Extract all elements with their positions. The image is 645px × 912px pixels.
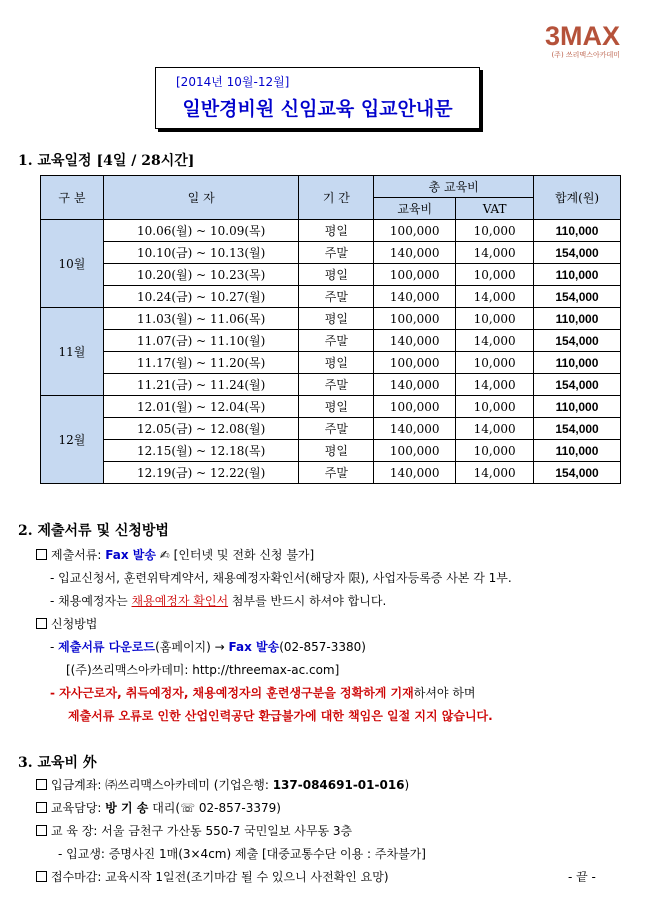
apply-line	[36, 616, 97, 632]
table-row	[41, 308, 621, 330]
checkbox-icon	[36, 802, 47, 813]
vat-cell: 14,000	[456, 330, 534, 352]
table-row	[41, 374, 621, 396]
logo-text: 3MAX	[544, 21, 620, 51]
hire-confirm-link[interactable]: 채용예정자 확인서	[131, 594, 229, 608]
fee-cell: 140,000	[374, 418, 456, 440]
section-2-heading: 2. 제출서류 및 신청방법	[18, 523, 169, 539]
title-period: [2014년 10월-12월]	[176, 75, 290, 89]
account-line	[36, 777, 409, 793]
table-row	[41, 396, 621, 418]
warning-tail: 하셔야 하며	[413, 686, 476, 700]
table-row	[41, 440, 621, 462]
deadline-line	[36, 869, 389, 885]
fee-cell: 100,000	[374, 308, 456, 330]
dates-cell: 11.17(월) ~ 11.20(목)	[103, 352, 299, 374]
checkbox-icon	[36, 779, 47, 790]
header-category: 구 분	[41, 176, 104, 220]
docs-line-2-end: 첨부를 반드시 하셔야 합니다.	[228, 594, 387, 608]
sum-cell: 110,000	[534, 264, 621, 286]
month-cell: 11월	[41, 308, 104, 396]
table-row	[41, 418, 621, 440]
term-cell: 평일	[299, 352, 374, 374]
sum-cell: 154,000	[534, 286, 621, 308]
month-cell: 10월	[41, 220, 104, 308]
vat-cell: 14,000	[456, 286, 534, 308]
vat-cell: 14,000	[456, 242, 534, 264]
vat-cell: 10,000	[456, 440, 534, 462]
header-total-fee: 총 교육비	[374, 176, 534, 198]
fax-number: (02-857-3380)	[279, 640, 366, 654]
sum-cell: 154,000	[534, 418, 621, 440]
fee-cell: 140,000	[374, 462, 456, 484]
term-cell: 주말	[299, 242, 374, 264]
checkbox-icon	[36, 871, 47, 882]
sum-cell: 154,000	[534, 374, 621, 396]
dates-cell: 11.07(금) ~ 11.10(월)	[103, 330, 299, 352]
sum-cell: 110,000	[534, 220, 621, 242]
sum-cell: 110,000	[534, 396, 621, 418]
table-row	[41, 330, 621, 352]
dash: -	[50, 640, 59, 654]
docs-label: 제출서류:	[51, 548, 106, 562]
dates-cell: 10.10(금) ~ 10.13(월)	[103, 242, 299, 264]
table-row	[41, 220, 621, 242]
apply-label: 신청방법	[51, 617, 98, 631]
table-row	[41, 462, 621, 484]
place-text: 교 육 장: 서울 금천구 가산동 550-7 국민일보 사무동 3층	[51, 824, 353, 838]
term-cell: 주말	[299, 330, 374, 352]
vat-cell: 10,000	[456, 352, 534, 374]
fax-send: Fax 발송	[228, 640, 280, 654]
term-cell: 평일	[299, 308, 374, 330]
sum-cell: 154,000	[534, 462, 621, 484]
dates-cell: 12.05(금) ~ 12.08(월)	[103, 418, 299, 440]
vat-cell: 10,000	[456, 396, 534, 418]
vat-cell: 14,000	[456, 418, 534, 440]
term-cell: 주말	[299, 462, 374, 484]
docs-download: 제출서류 다운로드	[58, 640, 156, 654]
section-1-heading: 1. 교육일정 [4일 / 28시간]	[18, 153, 195, 169]
contact-phone: 대리(☏ 02-857-3379)	[148, 801, 281, 815]
header-fee: 교육비	[374, 198, 456, 220]
dates-cell: 10.20(월) ~ 10.23(목)	[103, 264, 299, 286]
fee-cell: 100,000	[374, 440, 456, 462]
contact-name: 방 기 송	[105, 801, 149, 815]
dates-cell: 11.21(금) ~ 11.24(월)	[103, 374, 299, 396]
header-term: 기 간	[299, 176, 374, 220]
account-label: 입금계좌: ㈜쓰리맥스아카데미 (기업은행:	[51, 778, 273, 792]
dates-cell: 12.01(월) ~ 12.04(목)	[103, 396, 299, 418]
docs-fax: Fax 발송	[105, 548, 156, 562]
website-line[interactable]: [(주)쓰리맥스아카데미: http://threemax-ac.com]	[66, 663, 340, 677]
term-cell: 평일	[299, 264, 374, 286]
logo-subtext: (주) 쓰리맥스아카데미	[551, 51, 620, 59]
checkbox-icon	[36, 549, 47, 560]
dates-cell: 12.15(월) ~ 12.18(목)	[103, 440, 299, 462]
end-mark: - 끝 -	[568, 870, 596, 884]
vat-cell: 10,000	[456, 308, 534, 330]
account-end: )	[404, 778, 410, 792]
term-cell: 평일	[299, 220, 374, 242]
entrant-line: - 입교생: 증명사진 1매(3×4cm) 제출 [대중교통수단 이용 : 주차불가]	[58, 847, 426, 861]
docs-note: [인터넷 및 전화 신청 불가]	[169, 548, 315, 562]
sum-cell: 154,000	[534, 330, 621, 352]
fee-cell: 100,000	[374, 396, 456, 418]
apply-line-1	[50, 639, 366, 655]
warning-line-1	[50, 685, 476, 701]
pen-icon: ✍	[159, 548, 170, 562]
term-cell: 주말	[299, 374, 374, 396]
table-row	[41, 242, 621, 264]
fee-cell: 100,000	[374, 264, 456, 286]
fee-cell: 140,000	[374, 286, 456, 308]
term-cell: 평일	[299, 396, 374, 418]
vat-cell: 10,000	[456, 264, 534, 286]
warning-line-2: 제출서류 오류로 인한 산업인력공단 환급불가에 대한 책임은 일절 지지 않습니다.	[68, 709, 493, 723]
dates-cell: 11.03(월) ~ 11.06(목)	[103, 308, 299, 330]
page-title: 일반경비원 신임교육 입교안내문	[182, 98, 453, 120]
fee-cell: 140,000	[374, 242, 456, 264]
contact-line	[36, 800, 281, 816]
term-cell: 평일	[299, 440, 374, 462]
apply-homepage: (홈페이지) →	[155, 640, 229, 654]
dates-cell: 10.06(월) ~ 10.09(목)	[103, 220, 299, 242]
sum-cell: 110,000	[534, 308, 621, 330]
vat-cell: 14,000	[456, 374, 534, 396]
month-cell: 12월	[41, 396, 104, 484]
dates-cell: 12.19(금) ~ 12.22(월)	[103, 462, 299, 484]
contact-label: 교육담당:	[51, 801, 106, 815]
deadline-text: 접수마감: 교육시작 1일전(조기마감 될 수 있으니 사전확인 요망)	[51, 870, 389, 884]
section-3-heading: 3. 교육비 外	[18, 755, 97, 771]
header-sum: 합계(원)	[534, 176, 621, 220]
sum-cell: 154,000	[534, 242, 621, 264]
docs-line-2	[50, 593, 386, 609]
vat-cell: 14,000	[456, 462, 534, 484]
sum-cell: 110,000	[534, 352, 621, 374]
table-row	[41, 286, 621, 308]
fee-cell: 140,000	[374, 330, 456, 352]
docs-line	[36, 547, 314, 563]
header-dates: 일 자	[103, 176, 299, 220]
docs-line-1: - 입교신청서, 훈련위탁계약서, 채용예정자확인서(해당자 限), 사업자등록증 사본 각 1부.	[50, 571, 512, 585]
term-cell: 주말	[299, 286, 374, 308]
schedule-table	[40, 175, 621, 484]
table-row	[41, 352, 621, 374]
company-logo	[520, 22, 620, 59]
warning-bold: - 자사근로자, 취득예정자, 채용예정자의 훈련생구분을 정확하게 기재	[50, 686, 414, 700]
table-row	[41, 264, 621, 286]
docs-line-2-start: - 채용예정자는	[50, 594, 132, 608]
term-cell: 주말	[299, 418, 374, 440]
fee-cell: 100,000	[374, 352, 456, 374]
fee-cell: 140,000	[374, 374, 456, 396]
place-line	[36, 823, 352, 839]
vat-cell: 10,000	[456, 220, 534, 242]
account-number: 137-084691-01-016	[272, 778, 405, 792]
checkbox-icon	[36, 618, 47, 629]
sum-cell: 110,000	[534, 440, 621, 462]
dates-cell: 10.24(금) ~ 10.27(월)	[103, 286, 299, 308]
checkbox-icon	[36, 825, 47, 836]
fee-cell: 100,000	[374, 220, 456, 242]
header-vat: VAT	[456, 198, 534, 220]
title-box	[155, 67, 480, 129]
